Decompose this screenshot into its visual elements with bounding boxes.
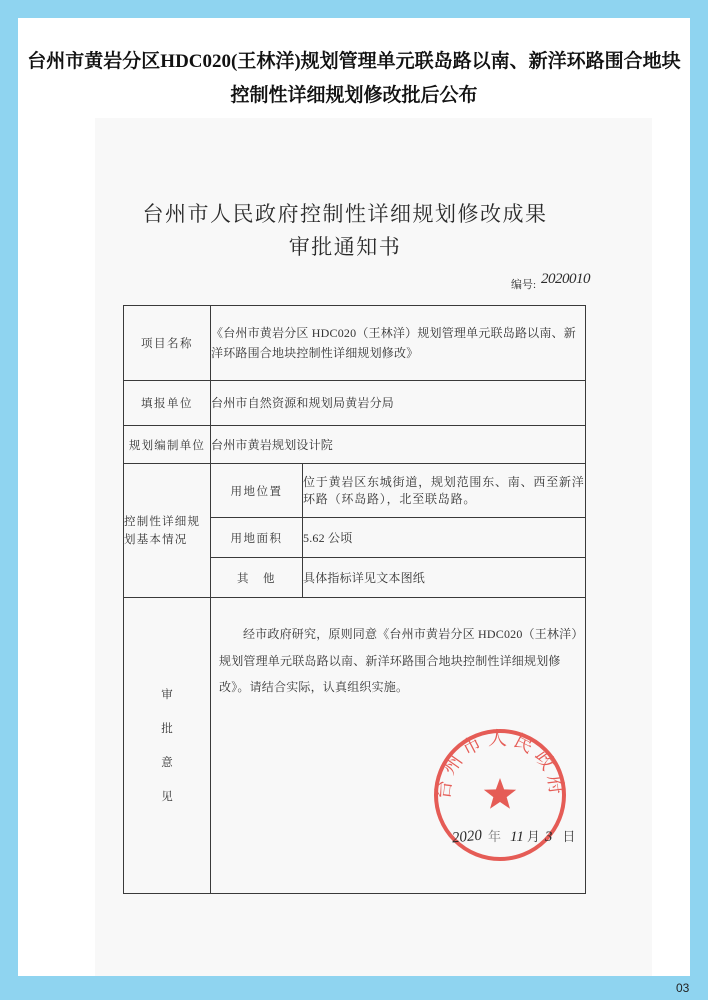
document-title-line-2: 审批通知书: [288, 235, 402, 259]
table-row: [124, 464, 586, 518]
land-location-label: 用地位置: [211, 464, 303, 518]
header-title-line-2: 控制性详细规划修改批后公布: [230, 85, 478, 106]
reporting-unit-value: 台州市自然资源和规划局黄岩分局: [211, 381, 586, 426]
date-month-label: 月: [526, 829, 540, 844]
table-row: [124, 426, 586, 464]
date-day: 3: [544, 829, 553, 845]
compiling-unit-label: 规划编制单位: [124, 426, 211, 464]
date-year-label: 年: [488, 829, 502, 844]
approval-opinion-text: 经市政府研究，原则同意《台州市黄岩分区 HDC020（王林洋）规划管理单元联岛路以南、新洋环路围合地块控制性详细规划修改》。请结合实际，认真组织实施。: [219, 627, 578, 694]
page-number: 03: [676, 981, 690, 995]
document-title-line-1: 台州市人民政府控制性详细规划修改成果: [142, 202, 548, 226]
other-value: 具体指标详见文本图纸: [303, 558, 586, 598]
star-icon: [484, 778, 516, 809]
table-row: [124, 381, 586, 426]
land-area-label: 用地面积: [211, 518, 303, 558]
date-month: 11: [510, 829, 524, 845]
seal-text: 台州市人民政府: [433, 728, 567, 801]
other-label: 其 他: [211, 558, 303, 598]
header-title-line-1: 台州市黄岩分区HDC020(王林洋)规划管理单元联岛路以南、新洋环路围合地块: [27, 51, 681, 72]
document-number-value: 2020010: [541, 271, 590, 287]
project-name-label: 项目名称: [124, 306, 211, 381]
basic-info-label: 控制性详细规划基本情况: [124, 464, 211, 598]
date-year: 2020: [451, 827, 483, 847]
compiling-unit-value: 台州市黄岩规划设计院: [211, 426, 586, 464]
land-area-value: 5.62 公顷: [303, 518, 586, 558]
date-day-label: 日: [562, 829, 576, 844]
approval-date: [452, 826, 575, 846]
approval-opinion-label: 审批意见: [161, 688, 173, 803]
document-number-label: 编号:: [511, 279, 537, 291]
approval-opinion-label-cell: [124, 598, 211, 894]
table-row: [124, 306, 586, 381]
land-location-value: 位于黄岩区东城街道，规划范围东、南、西至新洋环路（环岛路），北至联岛路。: [303, 464, 586, 518]
reporting-unit-label: 填报单位: [124, 381, 211, 426]
project-name-value: 《台州市黄岩分区 HDC020（王林洋）规划管理单元联岛路以南、新洋环路围合地块控制性详细规划修改》: [211, 306, 586, 381]
